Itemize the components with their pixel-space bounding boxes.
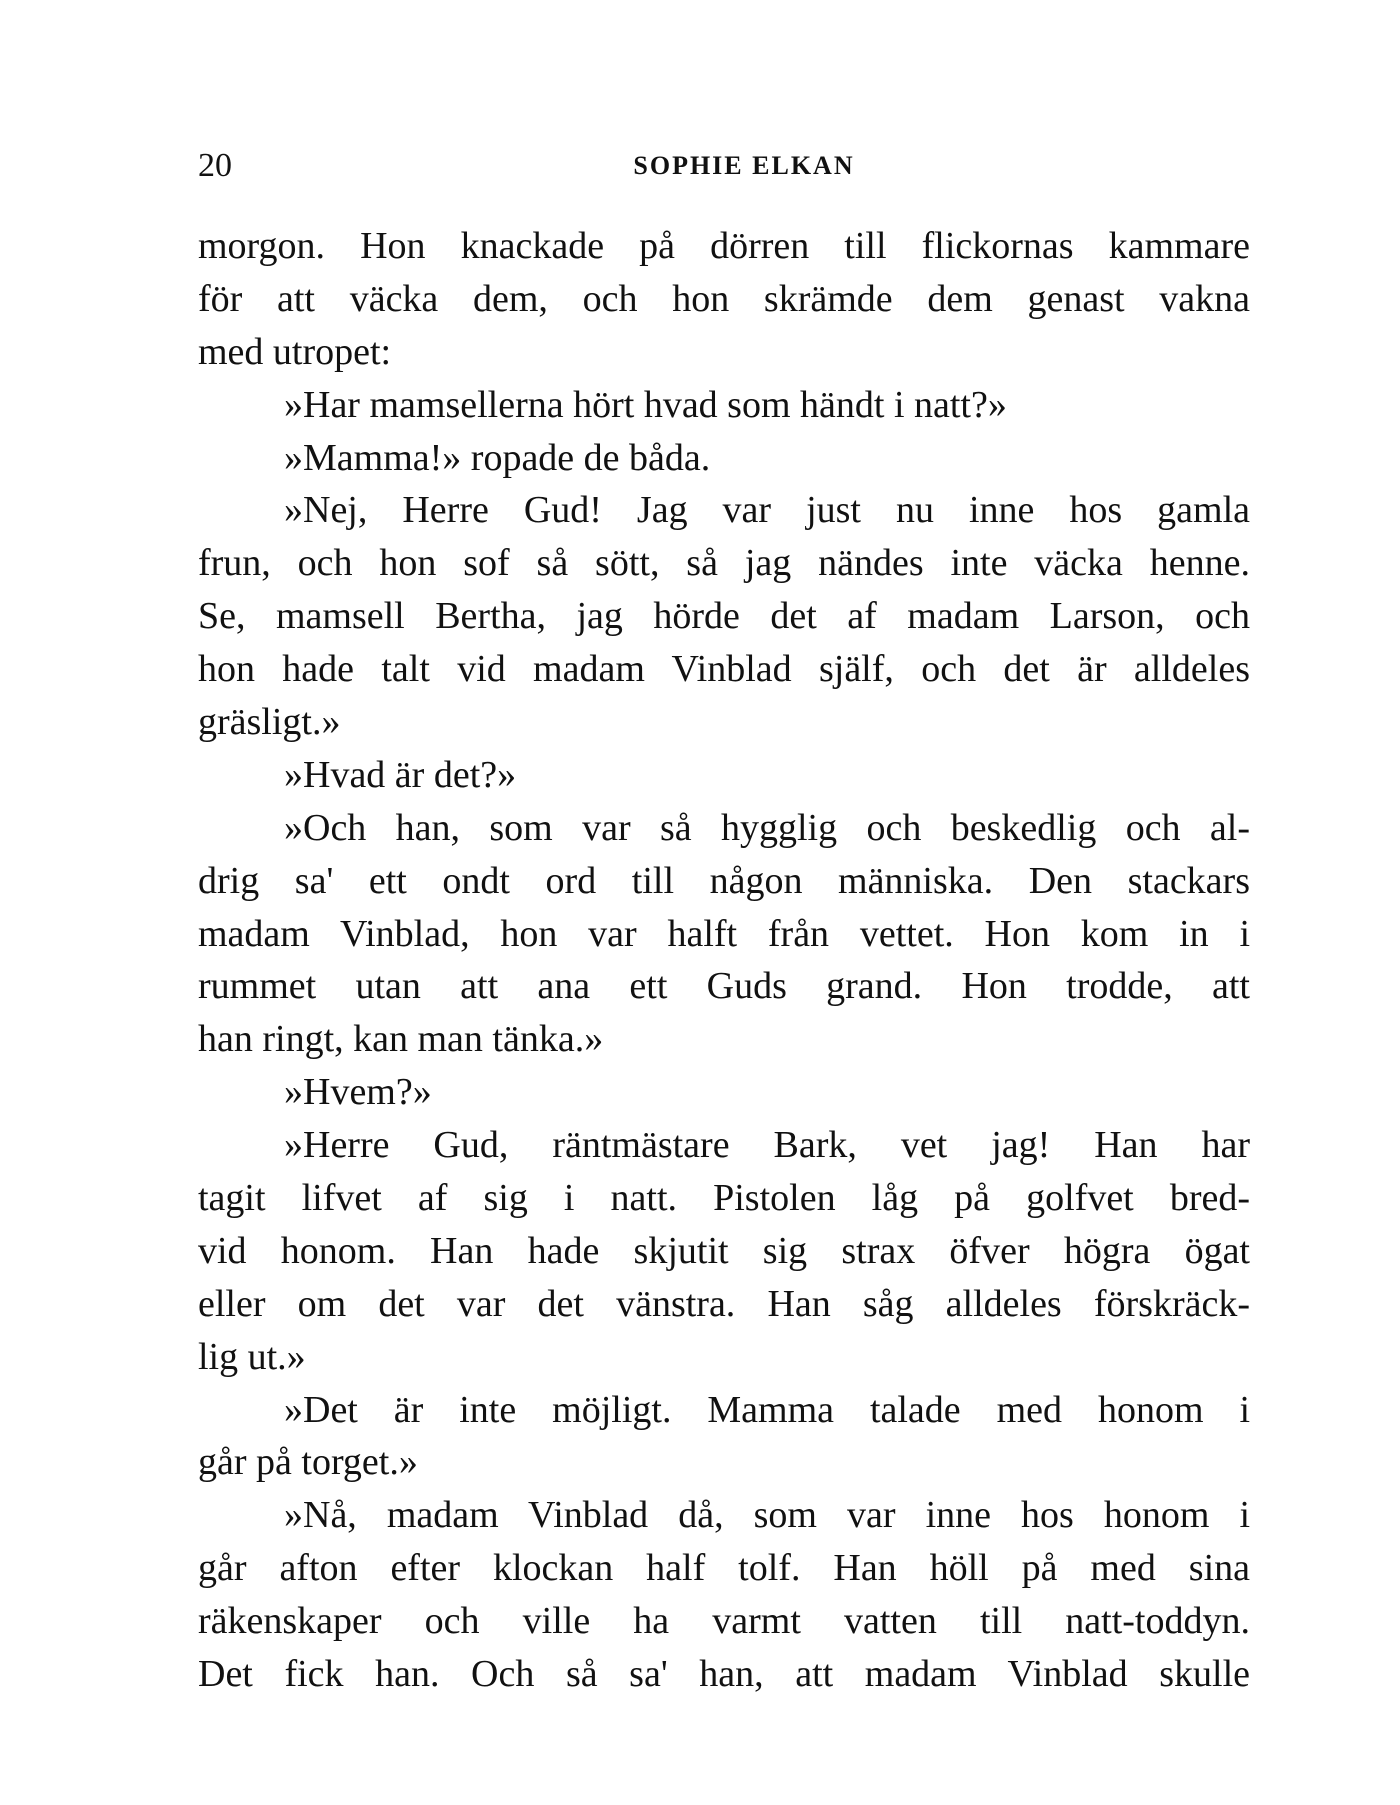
- text-line: Se, mamsell Bertha, jag hörde det af madam Larson, och: [198, 595, 1250, 638]
- text-line: lig ut.»: [198, 1335, 306, 1378]
- text-line: »Har mamsellerna hört hvad som händt i natt?»: [284, 383, 1007, 426]
- text-line: »Nå, madam Vinblad då, som var inne hos honom i: [284, 1494, 1250, 1537]
- text-line: »Hvad är det?»: [284, 753, 517, 796]
- text-line: eller om det var det vänstra. Han såg alldeles förskräck-: [198, 1282, 1250, 1325]
- text-line: morgon. Hon knackade på dörren till flickornas kammare: [198, 225, 1250, 267]
- text-line: »Och han, som var så hygglig och beskedlig och al-: [284, 806, 1250, 849]
- text-line: »Det är inte möjligt. Mamma talade med honom i: [284, 1388, 1250, 1431]
- running-head: [198, 146, 1250, 186]
- running-title: SOPHIE ELKAN: [633, 151, 855, 180]
- text-line: vid honom. Han hade skjutit sig strax öfver högra ögat: [198, 1229, 1250, 1272]
- page-number: 20: [198, 147, 232, 184]
- text-line: frun, och hon sof så sött, så jag nändes inte väcka henne.: [198, 542, 1250, 585]
- text-line: Det fick han. Och så sa' han, att madam Vinblad skulle: [198, 1653, 1250, 1696]
- text-line: drig sa' ett ondt ord till någon människa. Den stackars: [198, 859, 1250, 902]
- text-line: »Nej, Herre Gud! Jag var just nu inne hos gamla: [284, 489, 1250, 532]
- text-line: tagit lifvet af sig i natt. Pistolen låg på golfvet bred-: [198, 1177, 1250, 1220]
- text-line: »Mamma!» ropade de båda.: [284, 436, 711, 479]
- text-line: madam Vinblad, hon var halft från vettet. Hon kom in i: [198, 912, 1250, 955]
- text-line: »Herre Gud, räntmästare Bark, vet jag! Han har: [284, 1124, 1250, 1167]
- body-text: [198, 220, 1250, 1701]
- text-line: rummet utan att ana ett Guds grand. Hon trodde, att: [198, 965, 1250, 1008]
- text-line: »Hvem?»: [284, 1071, 432, 1114]
- text-line: han ringt, kan man tänka.»: [198, 1018, 604, 1061]
- text-line: med utropet:: [198, 330, 392, 373]
- text-line: hon hade talt vid madam Vinblad själf, och det är alldeles: [198, 648, 1250, 691]
- text-line: går afton efter klockan half tolf. Han höll på med sina: [198, 1547, 1250, 1590]
- text-line: gräsligt.»: [198, 701, 341, 744]
- text-line: går på torget.»: [198, 1441, 418, 1484]
- text-line: räkenskaper och ville ha varmt vatten till natt-toddyn.: [198, 1600, 1250, 1643]
- text-line: för att väcka dem, och hon skrämde dem genast vakna: [198, 277, 1250, 320]
